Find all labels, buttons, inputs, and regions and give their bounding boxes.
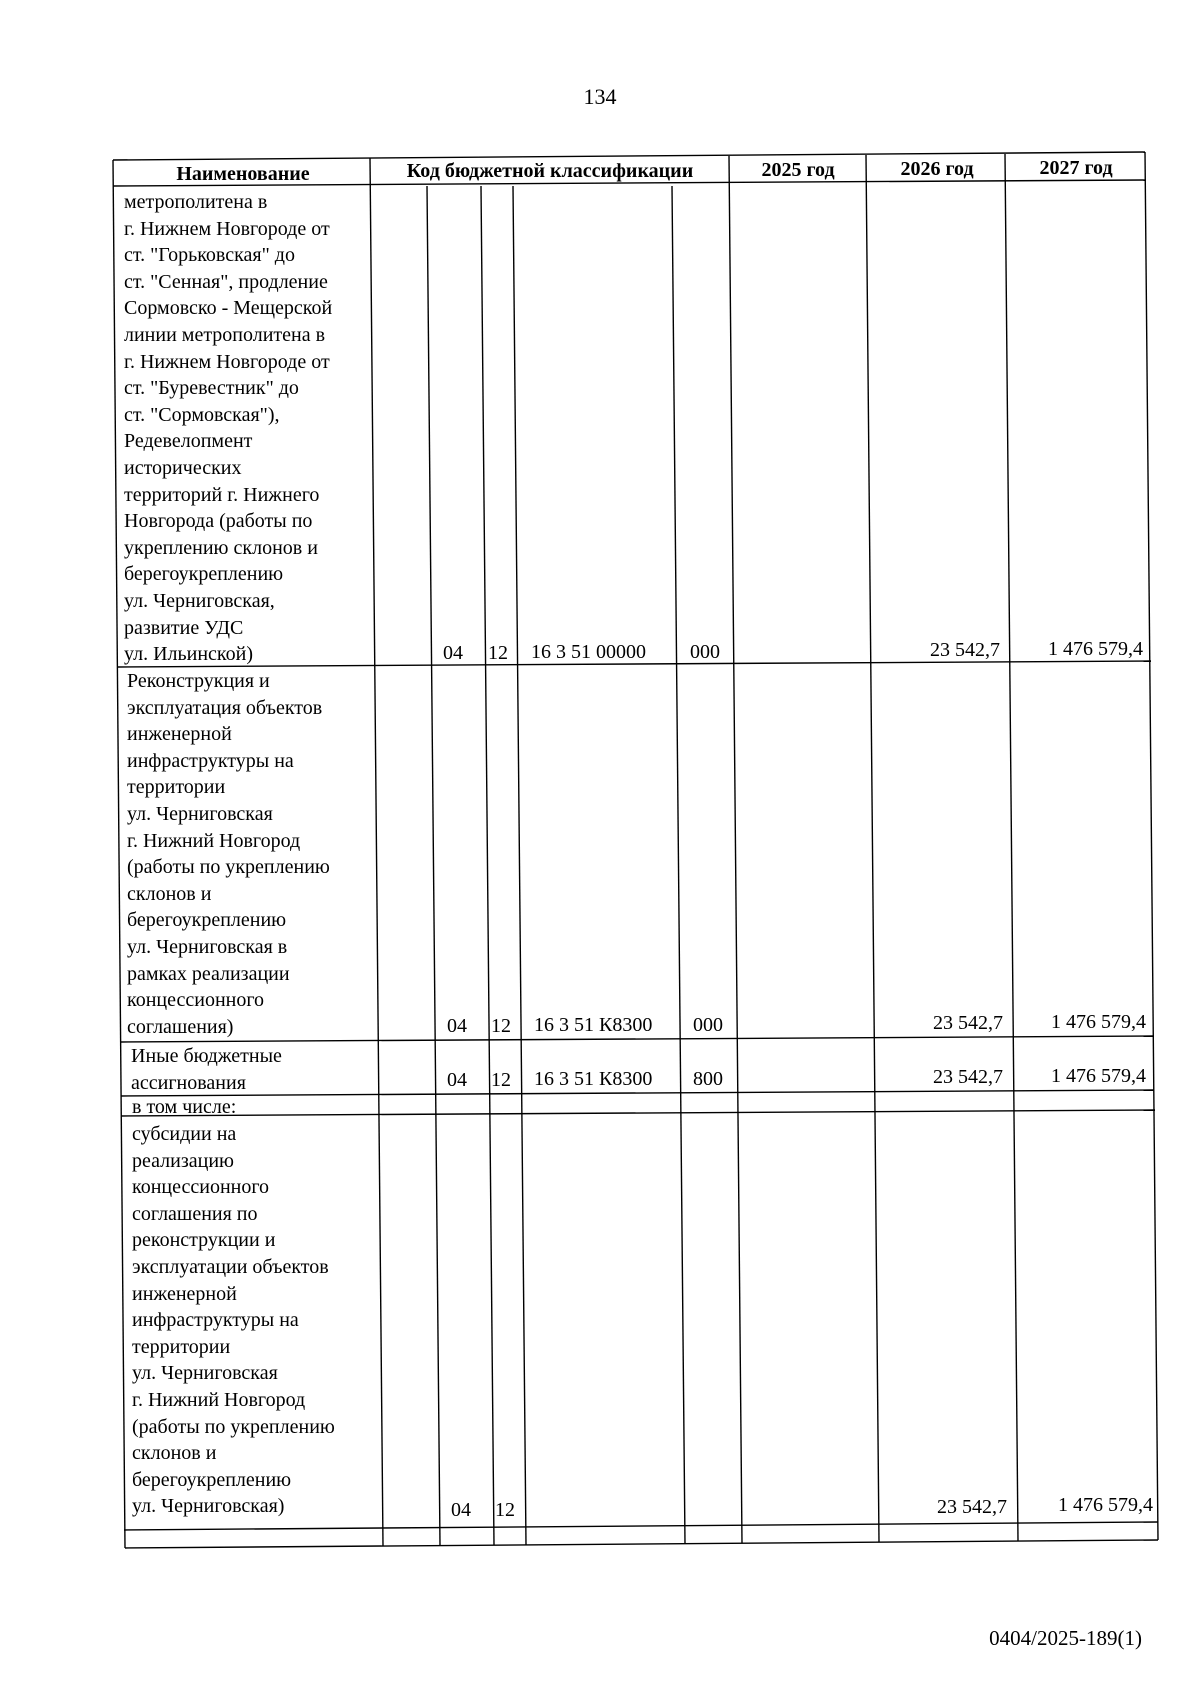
header-name: Наименование	[176, 163, 310, 185]
row4-name: в том числе:	[132, 1096, 237, 1118]
row5-2027: 1 476 579,4	[1058, 1494, 1153, 1516]
row5-pr: 12	[495, 1499, 515, 1521]
header-2025: 2025 год	[761, 159, 835, 181]
row5-name: субсидии на реализацию концессионного соглашения по реконструкции и эксплуатации объектов инженерной инфраструктуры на территории ул. Черниговская г. Нижний Новгород (работы по укреплению склонов и берегоукреплению ул. Черниговская)	[132, 1123, 335, 1518]
row1-name: метрополитена в г. Нижнем Новгороде от ст. "Горьковская" до ст. "Сенная", продление Сормовско - Мещерской линии метрополитена в г. Нижнем Новгороде от ст. "Буревестник" до ст. "Сормовская"), Редевелопмент исторических территорий г. Нижнего Новгорода (работы по укреплению склонов и берегоукреплению ул. Черниговская, развитие УДС ул. Ильинской)	[124, 191, 333, 666]
header-2027: 2027 год	[1039, 157, 1113, 179]
row3-csr: 16 3 51 К8300	[534, 1068, 653, 1090]
header-code: Код бюджетной классификации	[406, 160, 694, 182]
row3-rz: 04	[447, 1069, 467, 1091]
row2-2026: 23 542,7	[933, 1012, 1003, 1034]
row3-2026: 23 542,7	[933, 1066, 1003, 1088]
document-id: 0404/2025-189(1)	[989, 1626, 1142, 1650]
row1-rz: 04	[443, 642, 463, 664]
row2-csr: 16 3 51 К8300	[534, 1014, 653, 1036]
row1-vr: 000	[690, 641, 720, 663]
row3-2027: 1 476 579,4	[1051, 1065, 1146, 1087]
header-2026: 2026 год	[900, 158, 974, 180]
row1-csr: 16 3 51 00000	[531, 641, 646, 663]
row1-2026: 23 542,7	[930, 639, 1000, 661]
row3-vr: 800	[693, 1068, 723, 1090]
row5-rz: 04	[451, 1499, 471, 1521]
row2-rz: 04	[447, 1015, 467, 1037]
row2-vr: 000	[693, 1014, 723, 1036]
row2-name: Реконструкция и эксплуатация объектов инженерной инфраструктуры на территории ул. Черниговская г. Нижний Новгород (работы по укреплению склонов и берегоукреплению ул. Черниговская в рамках реализации концессионного соглашения)	[127, 670, 330, 1038]
row2-2027: 1 476 579,4	[1051, 1011, 1146, 1033]
row3-pr: 12	[491, 1069, 511, 1091]
page-number: 134	[583, 84, 617, 109]
row1-pr: 12	[488, 642, 508, 664]
row1-2027: 1 476 579,4	[1048, 638, 1143, 660]
row5-2026: 23 542,7	[937, 1496, 1007, 1518]
row3-name: Иные бюджетные ассигнования	[131, 1045, 282, 1094]
row2-pr: 12	[491, 1015, 511, 1037]
